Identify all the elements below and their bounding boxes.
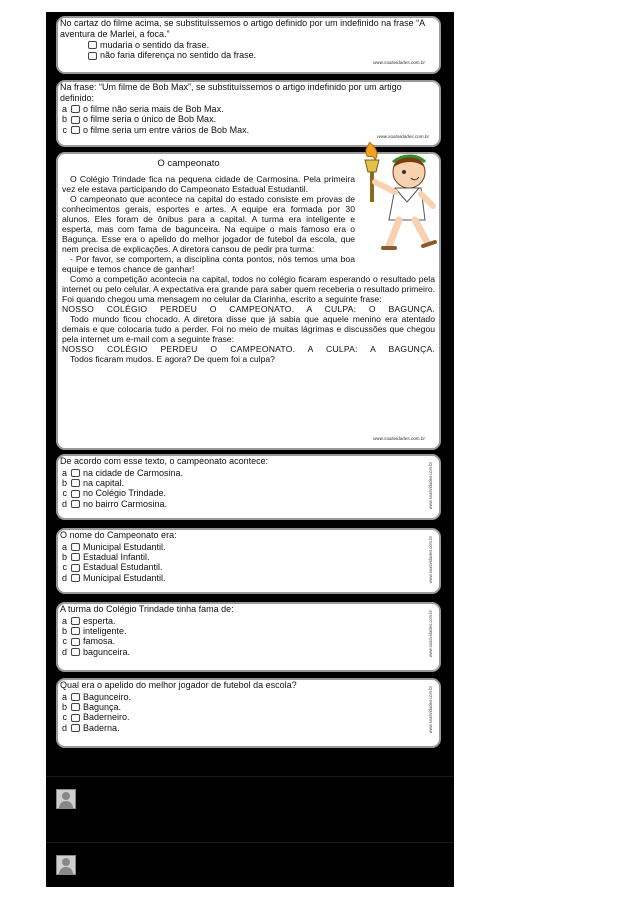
option-letter: b xyxy=(61,477,67,488)
option-label: o filme não seria mais de Bob Max. xyxy=(83,104,224,115)
checkbox[interactable] xyxy=(88,52,97,60)
option-letter: c xyxy=(62,636,67,647)
story-paragraph: O campeonato que acontece na capital do estado consiste em provas de conhecimentos gerais, esportes e artes. A equipe era formada por 30 alunos. Eles foram de ônibus para a capital. A turma era inteligente e esperta, mas com fama de bagunceira. Na equipe o mais famoso era o Bagunça. Esse era o apelido do melhor jogador de futebol da escola, que nem precisa de explicações. A diretora cansou de pedir pra turma: xyxy=(62,193,355,254)
question-text: Qual era o apelido do melhor jogador de futebol da escola? xyxy=(60,680,297,690)
option-letter: c xyxy=(62,562,67,573)
option-letter: b xyxy=(61,625,67,636)
option-letter: c xyxy=(62,124,67,135)
comment-row xyxy=(46,776,454,825)
checkbox[interactable] xyxy=(71,116,80,124)
answer-option-c[interactable] xyxy=(58,636,439,646)
checkbox[interactable] xyxy=(71,617,80,625)
story-paragraph: O Colégio Trindade fica na pequena cidade de Carmosina. Pela primeira vez ele estava participando do Campeonato Estadual Estudantil. xyxy=(62,173,355,194)
checkbox[interactable] xyxy=(71,724,80,732)
option-label: famosa. xyxy=(83,636,116,647)
checkbox[interactable] xyxy=(71,693,80,701)
question-text: Na frase: “Um filme de Bob Max”, se substituíssemos o artigo indefinido por um artigo definido: xyxy=(60,82,402,103)
torch-runner-icon xyxy=(359,142,437,260)
option-letter: d xyxy=(61,722,67,733)
checkbox[interactable] xyxy=(71,638,80,646)
option-label: mudaria o sentido da frase. xyxy=(100,40,210,51)
checkbox[interactable] xyxy=(71,105,80,113)
website-credit: www.soatividades.com.br xyxy=(428,462,434,510)
question-box-4 xyxy=(56,528,441,594)
option-label: esperta. xyxy=(83,615,116,626)
story-message: NOSSO COLÉGIO PERDEU O CAMPEONATO. A CULPA: O BAGUNÇA. xyxy=(62,303,435,314)
story-paragraph: Todo mundo ficou chocado. A diretora disse que já sabia que aquele menino era atentado demais e que colocaria tudo a perder. Foi no meio de muitas lágrimas e discussões que chegou pela internet um e-mail com a seguinte frase: xyxy=(62,313,435,344)
answer-option-d[interactable] xyxy=(58,647,439,657)
option-label: Estadual Infantil. xyxy=(83,551,150,562)
checkbox[interactable] xyxy=(71,126,80,134)
question-box-5 xyxy=(56,602,441,672)
option-letter: a xyxy=(61,467,67,478)
option-label: Baderneiro. xyxy=(83,712,130,723)
answer-option-d[interactable] xyxy=(58,499,439,509)
answer-option-b[interactable] xyxy=(58,478,439,488)
option-letter: a xyxy=(61,691,67,702)
answer-option-c[interactable] xyxy=(58,488,439,498)
checkbox[interactable] xyxy=(71,479,80,487)
website-credit: www.soatividades.com.br xyxy=(373,436,425,442)
answer-option-c[interactable] xyxy=(58,562,439,572)
checkbox[interactable] xyxy=(71,714,80,722)
option-label: inteligente. xyxy=(83,625,127,636)
question-box-2 xyxy=(56,80,441,147)
story-message: NOSSO COLÉGIO PERDEU O CAMPEONATO. A CULPA: A BAGUNÇA. xyxy=(62,343,435,354)
answer-option-c[interactable] xyxy=(58,712,439,722)
question-text: A turma do Colégio Trindade tinha fama de: xyxy=(60,604,234,614)
option-letter: d xyxy=(61,572,67,583)
story-box xyxy=(56,152,441,450)
answer-option-a[interactable] xyxy=(58,616,439,626)
option-letter: a xyxy=(61,541,67,552)
option-letter: c xyxy=(62,488,67,499)
option-letter: b xyxy=(61,551,67,562)
answer-option-b[interactable] xyxy=(58,702,439,712)
answer-option-a[interactable] xyxy=(58,692,439,702)
user-avatar-icon[interactable] xyxy=(56,855,76,875)
answer-option-a[interactable] xyxy=(58,104,439,114)
checkbox[interactable] xyxy=(71,627,80,635)
option-label: no bairro Carmosina. xyxy=(83,498,168,509)
question-text: O nome do Campeonato era: xyxy=(60,530,177,540)
option-label: Bagunça. xyxy=(83,701,122,712)
answer-option-a[interactable] xyxy=(58,468,439,478)
user-avatar-icon[interactable] xyxy=(56,789,76,809)
question-box-3 xyxy=(56,454,441,520)
checkbox[interactable] xyxy=(71,574,80,582)
answer-option-b[interactable] xyxy=(58,626,439,636)
option-letter: a xyxy=(61,104,67,115)
answer-option-b[interactable] xyxy=(58,115,439,125)
question-text: No cartaz do filme acima, se substituíssemos o artigo definido por um indefinido na frase “A aventura de Marlei, a foca.” xyxy=(60,18,425,39)
question-box-1 xyxy=(56,16,441,74)
checkbox[interactable] xyxy=(71,648,80,656)
checkbox[interactable] xyxy=(71,703,80,711)
option-letter: c xyxy=(62,712,67,723)
answer-option-a[interactable] xyxy=(58,542,439,552)
option-label: Bagunceiro. xyxy=(83,691,132,702)
option-label: no Colégio Trindade. xyxy=(83,488,167,499)
option-letter: d xyxy=(61,646,67,657)
story-paragraph: - Por favor, se comportem, a disciplina conta pontos, nós temos uma boa equipe e temos chance de ganhar! xyxy=(62,253,355,274)
checkbox[interactable] xyxy=(71,469,80,477)
option-label: Estadual Estudantil. xyxy=(83,562,163,573)
checkbox[interactable] xyxy=(88,41,97,49)
option-label: na capital. xyxy=(83,477,125,488)
option-letter: a xyxy=(61,615,67,626)
checkbox[interactable] xyxy=(71,543,80,551)
checkbox[interactable] xyxy=(71,500,80,508)
answer-option-d[interactable] xyxy=(58,723,439,733)
website-credit: www.soatividades.com.br xyxy=(428,610,434,658)
comment-row xyxy=(46,842,454,891)
question-box-6 xyxy=(56,678,441,748)
website-credit: www.soatividades.com.br xyxy=(428,536,434,584)
question-text: De acordo com esse texto, o campeonato acontece: xyxy=(60,456,269,466)
story-paragraph: Como a competição acontecia na capital, todos no colégio ficaram esperando o resultado pela internet ou pelo celular. A expectativa era grande para saber quem receberia o resultado primeiro. Foi quando chegou uma mensagem no celular da Clarinha, escrito a seguinte frase: xyxy=(62,273,435,304)
answer-option-d[interactable] xyxy=(58,573,439,583)
option-label: Municipal Estudantil. xyxy=(83,572,166,583)
answer-option[interactable] xyxy=(58,40,439,50)
option-label: não faria diferença no sentido da frase. xyxy=(100,50,257,61)
option-label: Municipal Estudantil. xyxy=(83,541,166,552)
option-label: Baderna. xyxy=(83,722,120,733)
option-letter: b xyxy=(61,114,67,125)
option-letter: d xyxy=(61,498,67,509)
story-title: O campeonato xyxy=(157,158,220,169)
answer-option-b[interactable] xyxy=(58,552,439,562)
option-label: bagunceira. xyxy=(83,646,131,657)
checkbox[interactable] xyxy=(71,490,80,498)
option-label: o filme seria um entre vários de Bob Max. xyxy=(83,124,250,135)
option-letter: b xyxy=(61,701,67,712)
website-credit: www.soatividades.com.br xyxy=(377,134,429,140)
option-label: na cidade de Carmosina. xyxy=(83,467,184,478)
website-credit: www.soatividades.com.br xyxy=(428,686,434,734)
checkbox[interactable] xyxy=(71,564,80,572)
website-credit: www.soatividades.com.br xyxy=(373,60,425,66)
option-label: o filme seria o único de Bob Max. xyxy=(83,114,217,125)
checkbox[interactable] xyxy=(71,553,80,561)
story-paragraph: Todos ficaram mudos. E agora? De quem foi a culpa? xyxy=(70,353,275,364)
